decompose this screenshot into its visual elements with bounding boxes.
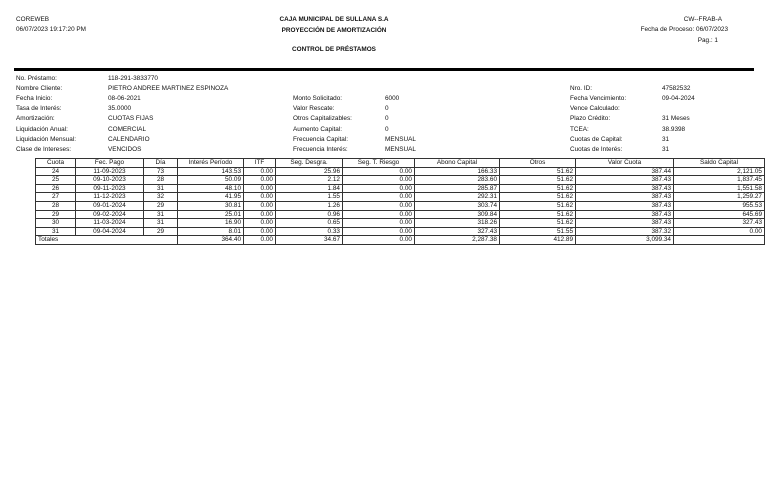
col-header-cuota: Cuota (36, 159, 76, 168)
field-label-interest-class: Clase de Intereses: (16, 146, 72, 153)
table-row (36, 219, 765, 228)
cell-seg-desgra: 1.26 (276, 201, 343, 210)
cell-seg-riesgo: 0.00 (343, 167, 415, 176)
field-label-credit-term: Plazo Crédito: (570, 115, 611, 122)
cell-seg-riesgo: 0.00 (343, 201, 415, 210)
col-header-abono-capital: Abono Capital (415, 159, 500, 168)
field-label-capital-increase: Aumento Capital: (293, 126, 343, 133)
field-label-interest-frequency: Frecuencia Interés: (293, 146, 348, 153)
field-value-requested-amount: 6000 (385, 95, 400, 102)
field-value-credit-term: 31 Meses (662, 115, 690, 122)
amortization-table (35, 158, 765, 245)
col-header-valor-cuota: Valor Cuota (576, 159, 674, 168)
total-abono: 2,287.38 (415, 236, 500, 245)
field-value-interest-class: VENCIDOS (108, 146, 142, 153)
total-interes: 364.40 (178, 236, 244, 245)
cell-seg-desgra: 0.96 (276, 210, 343, 219)
cell-itf: 0.00 (244, 167, 276, 176)
col-header-itf: ITF (244, 159, 276, 168)
field-value-other-capitalizable: 0 (385, 115, 389, 122)
field-label-other-capitalizable: Otros Capitalizables: (293, 115, 352, 122)
field-value-interest-rate: 35.0000 (108, 105, 132, 112)
cell-cuota: 25 (36, 176, 76, 185)
cell-otros: 51.62 (500, 193, 576, 202)
cell-seg-riesgo: 0.00 (343, 184, 415, 193)
col-header-fec-pago: Fec. Pago (76, 159, 144, 168)
total-seg-riesgo: 0.00 (343, 236, 415, 245)
cell-abono: 285.87 (415, 184, 500, 193)
cell-dia: 73 (144, 167, 178, 176)
cell-seg-desgra: 0.65 (276, 219, 343, 228)
cell-fec-pago: 09-11-2023 (76, 184, 144, 193)
cell-seg-desgra: 2.12 (276, 176, 343, 185)
cell-valor-cuota: 387.43 (576, 210, 674, 219)
cell-interes: 48.10 (178, 184, 244, 193)
field-value-annual-liquidation: COMERCIAL (108, 126, 146, 133)
cell-otros: 51.62 (500, 219, 576, 228)
cell-dia: 31 (144, 219, 178, 228)
cell-seg-riesgo: 0.00 (343, 210, 415, 219)
field-label-interest-rate: Tasa de Interés: (16, 105, 62, 112)
cell-fec-pago: 09-10-2023 (76, 176, 144, 185)
cell-itf: 0.00 (244, 176, 276, 185)
cell-dia: 28 (144, 176, 178, 185)
cell-fec-pago: 09-04-2024 (76, 227, 144, 236)
cell-interes: 30.81 (178, 201, 244, 210)
cell-fec-pago: 11-03-2024 (76, 219, 144, 228)
cell-abono: 283.60 (415, 176, 500, 185)
table-row (36, 184, 765, 193)
totals-label: Totales (36, 236, 178, 245)
cell-itf: 0.00 (244, 201, 276, 210)
total-seg-desgra: 34.67 (276, 236, 343, 245)
field-label-requested-amount: Monto Solicitado: (293, 95, 343, 102)
field-value-due-date: 09-04-2024 (662, 95, 695, 102)
cell-saldo: 1,551.58 (674, 184, 765, 193)
header-divider (14, 68, 754, 71)
cell-valor-cuota: 387.44 (576, 167, 674, 176)
section-title: CONTROL DE PRÉSTAMOS (292, 46, 376, 53)
cell-otros: 51.55 (500, 227, 576, 236)
cell-abono: 292.31 (415, 193, 500, 202)
table-row (36, 227, 765, 236)
field-label-annual-liquidation: Liquidación Anual: (16, 126, 68, 133)
field-label-due-date: Fecha Vencimiento: (570, 95, 627, 102)
cell-abono: 327.43 (415, 227, 500, 236)
cell-dia: 31 (144, 184, 178, 193)
cell-otros: 51.62 (500, 176, 576, 185)
report-datetime: 06/07/2023 19:17:20 PM (16, 26, 86, 33)
cell-saldo: 2,121.05 (674, 167, 765, 176)
table-row (36, 167, 765, 176)
report-code: CW--FRAB-A (683, 16, 722, 23)
field-label-client-name: Nombre Cliente: (16, 85, 63, 92)
field-label-interest-installments: Cuotas de Interés: (570, 146, 623, 153)
field-label-calculated-due: Vence Calculado: (570, 105, 620, 112)
field-label-id-number: Nro. ID: (570, 85, 593, 92)
field-value-rescue-value: 0 (385, 105, 389, 112)
col-header-saldo-capital: Saldo Capital (674, 159, 765, 168)
cell-valor-cuota: 387.43 (576, 184, 674, 193)
cell-seg-riesgo: 0.00 (343, 227, 415, 236)
cell-fec-pago: 09-02-2024 (76, 210, 144, 219)
field-value-capital-increase: 0 (385, 126, 389, 133)
cell-dia: 31 (144, 210, 178, 219)
cell-fec-pago: 11-09-2023 (76, 167, 144, 176)
col-header-otros: Otros (500, 159, 576, 168)
cell-itf: 0.00 (244, 193, 276, 202)
cell-otros: 51.62 (500, 210, 576, 219)
field-value-capital-frequency: MENSUAL (385, 136, 416, 143)
cell-valor-cuota: 387.43 (576, 193, 674, 202)
col-header-seg-desgra: Seg. Desgra. (276, 159, 343, 168)
cell-valor-cuota: 387.43 (576, 201, 674, 210)
field-value-start-date: 08-06-2021 (108, 95, 141, 102)
cell-cuota: 29 (36, 210, 76, 219)
cell-otros: 51.62 (500, 184, 576, 193)
total-valor-cuota: 3,099.34 (576, 236, 674, 245)
col-header-seg-riesgo: Seg. T. Riesgo (343, 159, 415, 168)
cell-dia: 32 (144, 193, 178, 202)
field-label-tcea: TCEA: (570, 126, 589, 133)
cell-fec-pago: 11-12-2023 (76, 193, 144, 202)
table-row (36, 193, 765, 202)
cell-seg-riesgo: 0.00 (343, 219, 415, 228)
cell-interes: 41.95 (178, 193, 244, 202)
cell-cuota: 24 (36, 167, 76, 176)
cell-valor-cuota: 387.43 (576, 176, 674, 185)
field-value-interest-installments: 31 (662, 146, 670, 153)
cell-itf: 0.00 (244, 219, 276, 228)
cell-interes: 8.01 (178, 227, 244, 236)
field-label-start-date: Fecha Inicio: (16, 95, 53, 102)
cell-cuota: 26 (36, 184, 76, 193)
process-date: Fecha de Proceso: 06/07/2023 (640, 26, 728, 33)
total-otros: 412.89 (500, 236, 576, 245)
cell-cuota: 30 (36, 219, 76, 228)
col-header-interes-periodo: Interés Período (178, 159, 244, 168)
field-value-tcea: 38.9398 (662, 126, 686, 133)
field-value-amortization: CUOTAS FIJAS (108, 115, 154, 122)
field-value-interest-frequency: MENSUAL (385, 146, 416, 153)
field-value-monthly-liquidation: CALENDARIO (108, 136, 150, 143)
cell-interes: 16.90 (178, 219, 244, 228)
table-header-row (36, 159, 765, 168)
cell-fec-pago: 09-01-2024 (76, 201, 144, 210)
cell-abono: 318.26 (415, 219, 500, 228)
cell-itf: 0.00 (244, 227, 276, 236)
table-row (36, 201, 765, 210)
cell-otros: 51.62 (500, 201, 576, 210)
cell-interes: 25.01 (178, 210, 244, 219)
cell-otros: 51.62 (500, 167, 576, 176)
company-name: CAJA MUNICIPAL DE SULLANA S.A (279, 16, 389, 23)
cell-abono: 309.84 (415, 210, 500, 219)
field-value-client-name: PIETRO ANDREE MARTINEZ ESPINOZA (108, 85, 229, 92)
page-number: Pag.: 1 (697, 37, 718, 44)
cell-saldo: 645.69 (674, 210, 765, 219)
cell-dia: 29 (144, 227, 178, 236)
cell-dia: 29 (144, 201, 178, 210)
field-label-capital-installments: Cuotas de Capital: (570, 136, 623, 143)
cell-interes: 50.09 (178, 176, 244, 185)
field-value-id-number: 47582532 (662, 85, 691, 92)
cell-interes: 143.53 (178, 167, 244, 176)
cell-abono: 166.33 (415, 167, 500, 176)
cell-saldo: 1,259.27 (674, 193, 765, 202)
table-row (36, 176, 765, 185)
cell-abono: 303.74 (415, 201, 500, 210)
field-label-loan-number: No. Préstamo: (16, 75, 57, 82)
cell-saldo: 0.00 (674, 227, 765, 236)
cell-valor-cuota: 387.32 (576, 227, 674, 236)
totals-row (36, 236, 765, 245)
cell-cuota: 31 (36, 227, 76, 236)
system-name: COREWEB (16, 16, 50, 23)
col-header-dia: Día (144, 159, 178, 168)
field-label-monthly-liquidation: Liquidación Mensual: (16, 136, 77, 143)
cell-seg-riesgo: 0.00 (343, 176, 415, 185)
cell-cuota: 28 (36, 201, 76, 210)
field-label-amortization: Amortización: (16, 115, 55, 122)
field-label-capital-frequency: Frecuencia Capital: (293, 136, 349, 143)
cell-seg-desgra: 0.33 (276, 227, 343, 236)
cell-itf: 0.00 (244, 210, 276, 219)
table-row (36, 210, 765, 219)
field-label-rescue-value: Valor Rescate: (293, 105, 335, 112)
total-itf: 0.00 (244, 236, 276, 245)
cell-valor-cuota: 387.43 (576, 219, 674, 228)
cell-itf: 0.00 (244, 184, 276, 193)
cell-seg-desgra: 1.55 (276, 193, 343, 202)
cell-seg-desgra: 1.84 (276, 184, 343, 193)
field-value-capital-installments: 31 (662, 136, 670, 143)
field-value-loan-number: 118-291-3833770 (108, 75, 158, 82)
report-title: PROYECCIÓN DE AMORTIZACIÓN (281, 27, 387, 34)
total-saldo-empty (674, 236, 765, 245)
cell-saldo: 327.43 (674, 219, 765, 228)
cell-cuota: 27 (36, 193, 76, 202)
cell-seg-riesgo: 0.00 (343, 193, 415, 202)
cell-seg-desgra: 25.96 (276, 167, 343, 176)
cell-saldo: 1,837.45 (674, 176, 765, 185)
cell-saldo: 955.53 (674, 201, 765, 210)
